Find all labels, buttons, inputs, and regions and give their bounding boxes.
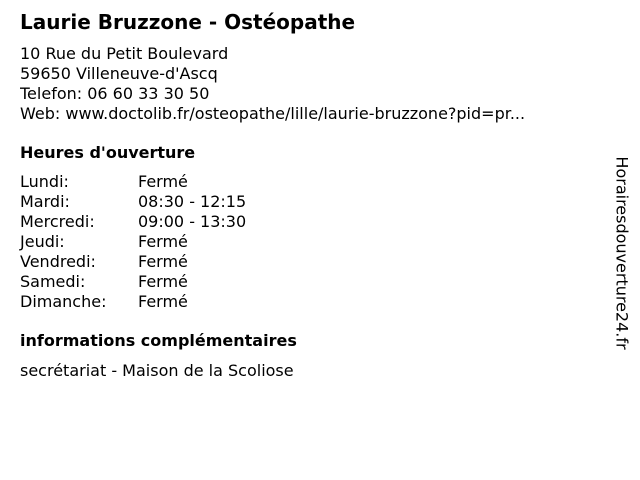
address-street: 10 Rue du Petit Boulevard	[20, 44, 229, 63]
website-link[interactable]: Web: www.doctolib.fr/osteopathe/lille/laurie-bruzzone?pid=pr...	[20, 104, 526, 123]
hours-row-saturday	[20, 272, 600, 292]
day-hours: 09:00 - 13:30	[138, 212, 247, 231]
hours-row-sunday	[20, 292, 600, 312]
info-heading: informations complémentaires	[20, 331, 297, 350]
day-label: Jeudi:	[20, 232, 65, 251]
day-hours: Fermé	[138, 252, 188, 271]
hours-row-thursday	[20, 232, 600, 252]
day-hours: Fermé	[138, 292, 188, 311]
day-label: Mardi:	[20, 192, 70, 211]
hours-heading: Heures d'ouverture	[20, 143, 196, 162]
day-label: Samedi:	[20, 272, 86, 291]
day-hours: Fermé	[138, 172, 188, 191]
day-label: Lundi:	[20, 172, 69, 191]
site-watermark: Horairesdouverture24.fr	[612, 156, 632, 350]
hours-row-tuesday	[20, 192, 600, 212]
phone-number: Telefon: 06 60 33 30 50	[20, 84, 210, 103]
business-card	[20, 8, 600, 381]
address-city: 59650 Villeneuve-d'Ascq	[20, 64, 218, 83]
hours-row-monday	[20, 172, 600, 192]
day-hours: 08:30 - 12:15	[138, 192, 247, 211]
hours-row-wednesday	[20, 212, 600, 232]
day-label: Mercredi:	[20, 212, 95, 231]
hours-row-friday	[20, 252, 600, 272]
info-text: secrétariat - Maison de la Scoliose	[20, 361, 294, 380]
day-hours: Fermé	[138, 232, 188, 251]
day-label: Vendredi:	[20, 252, 96, 271]
day-label: Dimanche:	[20, 292, 107, 311]
business-title: Laurie Bruzzone - Ostéopathe	[20, 10, 356, 34]
day-hours: Fermé	[138, 272, 188, 291]
